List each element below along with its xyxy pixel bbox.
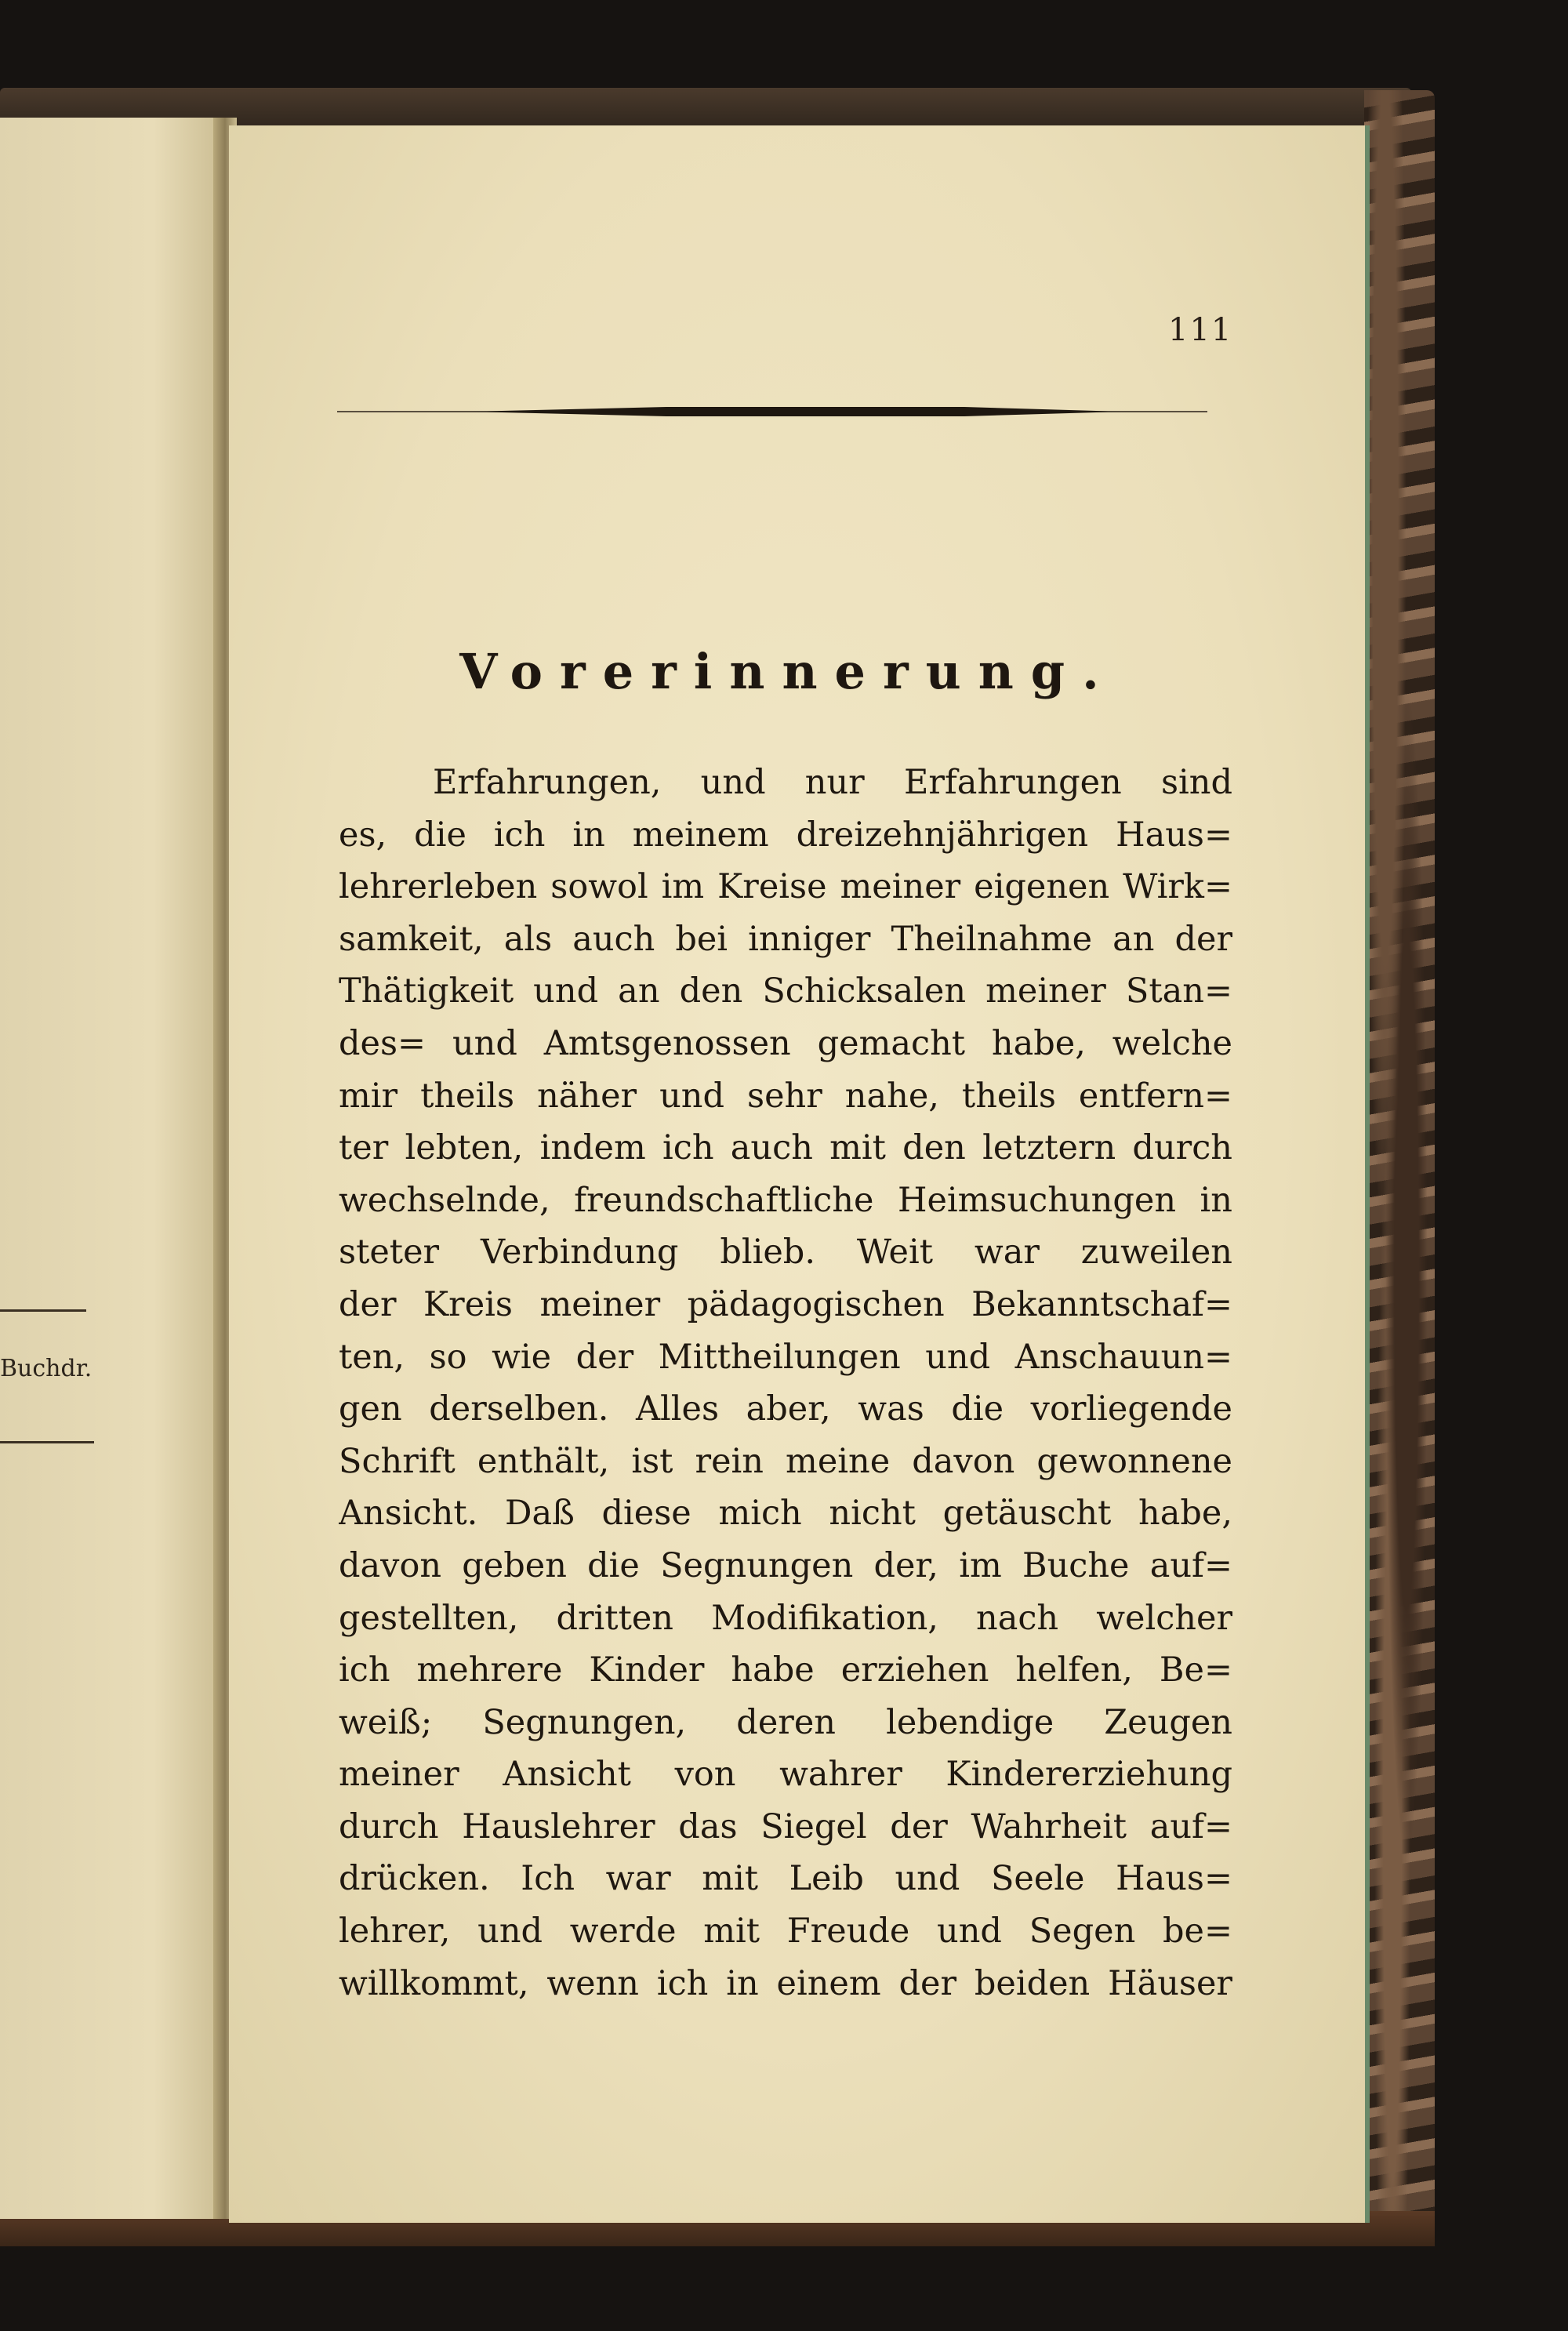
left-page-rule-bottom	[0, 1441, 94, 1443]
left-page-rule-top	[0, 1309, 86, 1312]
left-page-fragment: Buchdr.	[0, 1355, 93, 1382]
section-title: Vorerinnerung.	[459, 643, 1116, 700]
text-line: steter Verbindung blieb. Weit war zuweilen	[339, 1233, 1232, 1273]
left-page	[0, 118, 220, 2219]
text-line: Erfahrungen, und nur Erfahrungen sind	[433, 763, 1232, 802]
text-line: meiner Ansicht von wahrer Kindererziehung	[339, 1755, 1232, 1795]
text-line: Schrift enthält, ist rein meine davon gewonnene	[339, 1441, 1232, 1481]
text-line: Ansicht. Daß diese mich nicht getäuscht habe,	[339, 1494, 1232, 1534]
text-line: drücken. Ich war mit Leib und Seele Haus=	[339, 1859, 1232, 1899]
marbled-cover-edge	[1364, 90, 1435, 2242]
text-line: ter lebten, indem ich auch mit den letztern durch	[339, 1128, 1232, 1168]
text-line: willkommt, wenn ich in einem der beiden Häuser	[339, 1963, 1232, 2003]
text-line: wechselnde, freundschaftliche Heimsuchungen in	[339, 1180, 1232, 1220]
text-line: weiß; Segnungen, deren lebendige Zeugen	[339, 1702, 1232, 1742]
text-line: durch Hauslehrer das Siegel der Wahrheit auf=	[339, 1806, 1232, 1846]
text-line: Thätigkeit und an den Schicksalen meiner Stan=	[339, 971, 1232, 1011]
text-line: ten, so wie der Mittheilungen und Anschauun=	[339, 1337, 1232, 1377]
text-line: des= und Amtsgenossen gemacht habe, welche	[339, 1023, 1232, 1063]
text-line: gestellten, dritten Modifikation, nach welcher	[339, 1598, 1232, 1638]
text-line: mir theils näher und sehr nahe, theils entfern=	[339, 1076, 1232, 1116]
text-line: der Kreis meiner pädagogischen Bekanntschaf=	[339, 1284, 1232, 1324]
text-line: es, die ich in meinem dreizehnjährigen Haus=	[339, 815, 1232, 855]
page-number: 111	[1168, 312, 1233, 348]
text-line: gen derselben. Alles aber, was die vorliegende	[339, 1389, 1232, 1429]
text-line: ich mehrere Kinder habe erziehen helfen, Be=	[339, 1650, 1232, 1690]
text-line: lehrerleben sowol im Kreise meiner eigenen Wirk=	[339, 867, 1232, 907]
text-line: samkeit, als auch bei inniger Theilnahme an der	[339, 919, 1232, 959]
text-line: davon geben die Segnungen der, im Buche auf=	[339, 1545, 1232, 1585]
body-text	[339, 757, 1232, 2010]
text-line: lehrer, und werde mit Freude und Segen be=	[339, 1912, 1232, 1952]
header-rule	[337, 406, 1207, 417]
